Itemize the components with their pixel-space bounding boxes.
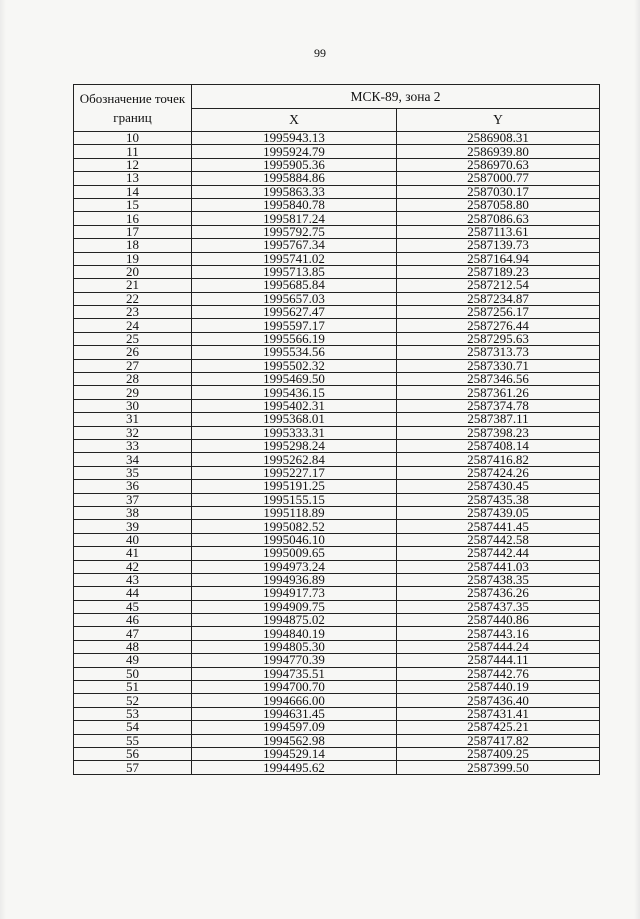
point-number-cell: 12 <box>74 158 192 171</box>
table-row <box>74 453 600 466</box>
point-number-cell: 10 <box>74 132 192 145</box>
y-coordinate-cell: 2587437.35 <box>397 600 600 613</box>
table-row <box>74 560 600 573</box>
table-row <box>74 212 600 225</box>
x-coordinate-cell: 1995368.01 <box>192 413 397 426</box>
x-coordinate-cell: 1994875.02 <box>192 614 397 627</box>
table-row <box>74 681 600 694</box>
table-row <box>74 493 600 506</box>
table-row <box>74 132 600 145</box>
y-coordinate-cell: 2587436.40 <box>397 694 600 707</box>
point-number-cell: 13 <box>74 172 192 185</box>
table-row <box>74 185 600 198</box>
coordinates-body <box>74 132 600 775</box>
point-number-cell: 34 <box>74 453 192 466</box>
y-coordinate-cell: 2586939.80 <box>397 145 600 158</box>
point-number-cell: 52 <box>74 694 192 707</box>
x-coordinate-cell: 1994735.51 <box>192 667 397 680</box>
point-number-cell: 23 <box>74 306 192 319</box>
table-row <box>74 614 600 627</box>
x-coordinate-cell: 1995046.10 <box>192 533 397 546</box>
x-coordinate-cell: 1995657.03 <box>192 292 397 305</box>
table-row <box>74 480 600 493</box>
y-coordinate-cell: 2587139.73 <box>397 239 600 252</box>
point-number-cell: 51 <box>74 681 192 694</box>
y-coordinate-cell: 2587442.76 <box>397 667 600 680</box>
x-coordinate-cell: 1995191.25 <box>192 480 397 493</box>
table-row <box>74 466 600 479</box>
y-coordinate-cell: 2587295.63 <box>397 332 600 345</box>
x-coordinate-cell: 1995118.89 <box>192 506 397 519</box>
point-number-cell: 16 <box>74 212 192 225</box>
table-row <box>74 252 600 265</box>
x-coordinate-cell: 1995009.65 <box>192 547 397 560</box>
point-number-cell: 54 <box>74 721 192 734</box>
y-coordinate-cell: 2587212.54 <box>397 279 600 292</box>
y-coordinate-cell: 2587374.78 <box>397 399 600 412</box>
coordinates-table <box>73 84 600 775</box>
point-number-cell: 56 <box>74 747 192 760</box>
x-coordinate-cell: 1994700.70 <box>192 681 397 694</box>
y-coordinate-cell: 2587058.80 <box>397 198 600 211</box>
x-coordinate-cell: 1995767.34 <box>192 239 397 252</box>
x-coordinate-cell: 1994631.45 <box>192 707 397 720</box>
y-coordinate-cell: 2587276.44 <box>397 319 600 332</box>
y-coordinate-cell: 2587398.23 <box>397 426 600 439</box>
y-coordinate-cell: 2587430.45 <box>397 480 600 493</box>
y-coordinate-cell: 2587442.44 <box>397 547 600 560</box>
x-coordinate-cell: 1994770.39 <box>192 654 397 667</box>
y-coordinate-cell: 2587443.16 <box>397 627 600 640</box>
y-coordinate-cell: 2587399.50 <box>397 761 600 774</box>
y-coordinate-cell: 2587000.77 <box>397 172 600 185</box>
point-number-cell: 50 <box>74 667 192 680</box>
x-coordinate-cell: 1995905.36 <box>192 158 397 171</box>
page-number: 99 <box>314 46 326 60</box>
y-coordinate-cell: 2587409.25 <box>397 747 600 760</box>
y-coordinate-cell: 2587439.05 <box>397 506 600 519</box>
x-coordinate-cell: 1994805.30 <box>192 640 397 653</box>
table-row <box>74 587 600 600</box>
table-row <box>74 386 600 399</box>
point-number-cell: 36 <box>74 480 192 493</box>
x-coordinate-cell: 1995566.19 <box>192 332 397 345</box>
y-coordinate-cell: 2587417.82 <box>397 734 600 747</box>
x-coordinate-cell: 1994529.14 <box>192 747 397 760</box>
point-number-cell: 42 <box>74 560 192 573</box>
y-coordinate-cell: 2587330.71 <box>397 359 600 372</box>
y-coordinate-cell: 2587444.11 <box>397 654 600 667</box>
table-row <box>74 198 600 211</box>
y-coordinate-cell: 2587234.87 <box>397 292 600 305</box>
point-number-cell: 21 <box>74 279 192 292</box>
y-coordinate-cell: 2586970.63 <box>397 158 600 171</box>
table-row <box>74 145 600 158</box>
x-coordinate-cell: 1995402.31 <box>192 399 397 412</box>
point-number-cell: 46 <box>74 614 192 627</box>
y-coordinate-cell: 2587416.82 <box>397 453 600 466</box>
y-coordinate-cell: 2587189.23 <box>397 265 600 278</box>
table-row <box>74 761 600 774</box>
y-coordinate-cell: 2587442.58 <box>397 533 600 546</box>
point-number-cell: 55 <box>74 734 192 747</box>
point-number-cell: 20 <box>74 265 192 278</box>
point-number-cell: 29 <box>74 386 192 399</box>
x-coordinate-cell: 1995155.15 <box>192 493 397 506</box>
x-coordinate-cell: 1995817.24 <box>192 212 397 225</box>
y-coordinate-cell: 2587431.41 <box>397 707 600 720</box>
point-number-cell: 45 <box>74 600 192 613</box>
table-row <box>74 533 600 546</box>
table-row <box>74 654 600 667</box>
point-number-cell: 43 <box>74 573 192 586</box>
table-row <box>74 319 600 332</box>
table-row <box>74 332 600 345</box>
point-number-cell: 41 <box>74 547 192 560</box>
table-row <box>74 426 600 439</box>
table-row <box>74 439 600 452</box>
x-coordinate-cell: 1995597.17 <box>192 319 397 332</box>
x-coordinate-cell: 1995262.84 <box>192 453 397 466</box>
y-coordinate-cell: 2587440.19 <box>397 681 600 694</box>
table-row <box>74 373 600 386</box>
x-coordinate-cell: 1994973.24 <box>192 560 397 573</box>
x-coordinate-cell: 1994840.19 <box>192 627 397 640</box>
y-coordinate-cell: 2587256.17 <box>397 306 600 319</box>
point-number-cell: 11 <box>74 145 192 158</box>
x-coordinate-cell: 1994666.00 <box>192 694 397 707</box>
y-coordinate-cell: 2587424.26 <box>397 466 600 479</box>
y-coordinate-cell: 2587346.56 <box>397 373 600 386</box>
point-number-cell: 39 <box>74 520 192 533</box>
x-coordinate-cell: 1995534.56 <box>192 346 397 359</box>
x-coordinate-cell: 1995298.24 <box>192 439 397 452</box>
y-coordinate-cell: 2587086.63 <box>397 212 600 225</box>
x-coordinate-cell: 1994909.75 <box>192 600 397 613</box>
x-coordinate-cell: 1995741.02 <box>192 252 397 265</box>
x-coordinate-cell: 1994597.09 <box>192 721 397 734</box>
table-row <box>74 640 600 653</box>
y-coordinate-cell: 2587387.11 <box>397 413 600 426</box>
point-number-cell: 26 <box>74 346 192 359</box>
table-row <box>74 172 600 185</box>
table-row <box>74 520 600 533</box>
point-number-cell: 40 <box>74 533 192 546</box>
y-coordinate-cell: 2587113.61 <box>397 225 600 238</box>
table-row <box>74 747 600 760</box>
point-number-cell: 31 <box>74 413 192 426</box>
table-row <box>74 506 600 519</box>
x-coordinate-cell: 1995627.47 <box>192 306 397 319</box>
table-row <box>74 627 600 640</box>
y-coordinate-cell: 2587440.86 <box>397 614 600 627</box>
point-label-header: Обозначение точек границ <box>74 85 192 132</box>
point-number-cell: 28 <box>74 373 192 386</box>
y-coordinate-cell: 2587313.73 <box>397 346 600 359</box>
point-number-cell: 38 <box>74 506 192 519</box>
table-row <box>74 359 600 372</box>
point-number-cell: 48 <box>74 640 192 653</box>
table-row <box>74 158 600 171</box>
table-row <box>74 694 600 707</box>
table-row <box>74 721 600 734</box>
table-row <box>74 306 600 319</box>
y-coordinate-cell: 2587441.45 <box>397 520 600 533</box>
x-coordinate-cell: 1995227.17 <box>192 466 397 479</box>
point-number-cell: 57 <box>74 761 192 774</box>
table-row <box>74 547 600 560</box>
y-coordinate-cell: 2586908.31 <box>397 132 600 145</box>
x-coordinate-cell: 1995943.13 <box>192 132 397 145</box>
x-coordinate-cell: 1995924.79 <box>192 145 397 158</box>
point-number-cell: 27 <box>74 359 192 372</box>
point-number-cell: 22 <box>74 292 192 305</box>
x-coordinate-cell: 1995502.32 <box>192 359 397 372</box>
point-number-cell: 25 <box>74 332 192 345</box>
table-row <box>74 265 600 278</box>
point-number-cell: 47 <box>74 627 192 640</box>
table-row <box>74 292 600 305</box>
y-coordinate-cell: 2587444.24 <box>397 640 600 653</box>
point-number-cell: 15 <box>74 198 192 211</box>
table-row <box>74 225 600 238</box>
table-row <box>74 600 600 613</box>
point-number-cell: 24 <box>74 319 192 332</box>
point-number-cell: 30 <box>74 399 192 412</box>
y-coordinate-cell: 2587436.26 <box>397 587 600 600</box>
x-coordinate-cell: 1994917.73 <box>192 587 397 600</box>
x-column-header: X <box>192 109 397 132</box>
x-coordinate-cell: 1995469.50 <box>192 373 397 386</box>
point-number-cell: 17 <box>74 225 192 238</box>
table-row <box>74 667 600 680</box>
x-coordinate-cell: 1995713.85 <box>192 265 397 278</box>
y-coordinate-cell: 2587408.14 <box>397 439 600 452</box>
point-number-cell: 53 <box>74 707 192 720</box>
x-coordinate-cell: 1994495.62 <box>192 761 397 774</box>
table-row <box>74 279 600 292</box>
point-number-cell: 32 <box>74 426 192 439</box>
x-coordinate-cell: 1995863.33 <box>192 185 397 198</box>
coordinate-system-header: МСК-89, зона 2 <box>192 85 600 109</box>
point-number-cell: 35 <box>74 466 192 479</box>
table-row <box>74 707 600 720</box>
y-coordinate-cell: 2587425.21 <box>397 721 600 734</box>
point-number-cell: 37 <box>74 493 192 506</box>
y-coordinate-cell: 2587030.17 <box>397 185 600 198</box>
x-coordinate-cell: 1995792.75 <box>192 225 397 238</box>
point-number-cell: 49 <box>74 654 192 667</box>
table-row <box>74 573 600 586</box>
x-coordinate-cell: 1995685.84 <box>192 279 397 292</box>
y-column-header: Y <box>397 109 600 132</box>
point-number-cell: 18 <box>74 239 192 252</box>
point-number-cell: 44 <box>74 587 192 600</box>
point-number-cell: 19 <box>74 252 192 265</box>
x-coordinate-cell: 1995333.31 <box>192 426 397 439</box>
table-row <box>74 734 600 747</box>
y-coordinate-cell: 2587164.94 <box>397 252 600 265</box>
x-coordinate-cell: 1994562.98 <box>192 734 397 747</box>
table-row <box>74 239 600 252</box>
y-coordinate-cell: 2587435.38 <box>397 493 600 506</box>
table-row <box>74 399 600 412</box>
x-coordinate-cell: 1995082.52 <box>192 520 397 533</box>
x-coordinate-cell: 1995436.15 <box>192 386 397 399</box>
table-row <box>74 413 600 426</box>
point-number-cell: 33 <box>74 439 192 452</box>
point-number-cell: 14 <box>74 185 192 198</box>
x-coordinate-cell: 1994936.89 <box>192 573 397 586</box>
x-coordinate-cell: 1995840.78 <box>192 198 397 211</box>
y-coordinate-cell: 2587441.03 <box>397 560 600 573</box>
x-coordinate-cell: 1995884.86 <box>192 172 397 185</box>
table-row <box>74 346 600 359</box>
y-coordinate-cell: 2587361.26 <box>397 386 600 399</box>
y-coordinate-cell: 2587438.35 <box>397 573 600 586</box>
